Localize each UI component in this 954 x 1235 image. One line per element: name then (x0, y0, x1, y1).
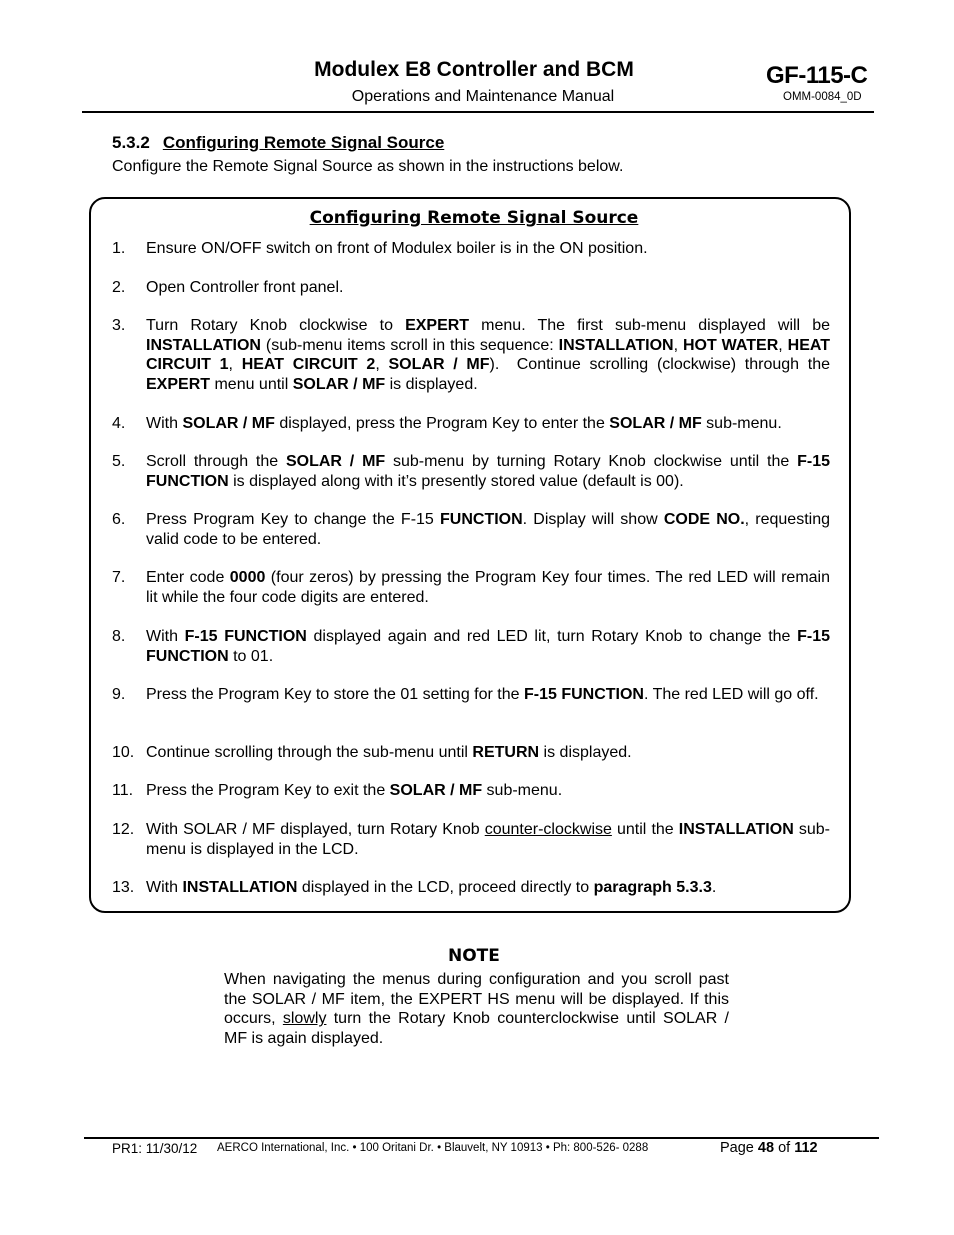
page-of: of (778, 1140, 791, 1156)
header-divider (82, 111, 874, 113)
procedure-step (112, 316, 830, 394)
step-text: With F-15 FUNCTION displayed again and red LED lit, turn Rotary Knob to change the F-15 FUNCTION to 01. (146, 628, 831, 665)
procedure-box (89, 197, 851, 913)
step-number: 13. (112, 879, 135, 896)
step-number: 3. (112, 317, 126, 334)
document-title: Modulex E8 Controller and BCM (314, 58, 634, 81)
section-heading (112, 133, 444, 153)
document-code: GF-115-C (766, 62, 868, 89)
footer-company-info: AERCO International, Inc. • 100 Oritani Dr. • Blauvelt, NY 10913 • Ph: 800-526- 0288 (217, 1142, 649, 1154)
step-text: Scroll through the SOLAR / MF sub-menu by turning Rotary Knob clockwise until the F-15 FUNCTION is displayed along with it’s presently stored value (default is 00). (146, 453, 831, 490)
page-current: 48 (757, 1140, 775, 1156)
step-text: Press the Program Key to exit the SOLAR / MF sub-menu. (146, 782, 563, 799)
step-number: 4. (112, 415, 126, 432)
step-text: With INSTALLATION displayed in the LCD, proceed directly to paragraph 5.3.3. (146, 879, 717, 896)
step-number: 11. (112, 782, 134, 799)
procedure-step (112, 278, 830, 298)
section-title: Configuring Remote Signal Source (162, 133, 445, 152)
step-text: Ensure ON/OFF switch on front of Modulex boiler is in the ON position. (146, 240, 648, 257)
step-number: 9. (112, 686, 126, 703)
note-heading: NOTE (448, 946, 500, 966)
note-body: When navigating the menus during configuration and you scroll past the SOLAR / MF item, the EXPERT HS menu will be displayed. If this occurs, slowly turn the Rotary Knob counterclockwise until SOLAR / MF is again displayed. (224, 971, 730, 1047)
procedure-step (112, 414, 830, 434)
step-text: Open Controller front panel. (146, 279, 344, 296)
footer-revision: PR1: 11/30/12 (112, 1141, 198, 1156)
page-total: 112 (794, 1140, 818, 1156)
section-intro: Configure the Remote Signal Source as shown in the instructions below. (112, 158, 624, 175)
step-text: Continue scrolling through the sub-menu until RETURN is displayed. (146, 744, 632, 761)
procedure-step (112, 452, 830, 491)
step-text: With SOLAR / MF displayed, press the Program Key to enter the SOLAR / MF sub-menu. (146, 415, 782, 432)
procedure-step (112, 627, 830, 666)
document-reference: OMM-0084_0D (783, 91, 862, 103)
procedure-step (112, 685, 830, 705)
step-text: Enter code 0000 (four zeros) by pressing the Program Key four times. The red LED will remain lit while the four code digits are entered. (146, 569, 831, 606)
step-number: 7. (112, 569, 126, 586)
step-number: 5. (112, 453, 126, 470)
step-text: With SOLAR / MF displayed, turn Rotary Knob counter-clockwise until the INSTALLATION sub-menu is displayed in the LCD. (146, 821, 830, 858)
section-number: 5.3.2 (112, 133, 150, 152)
step-number: 2. (112, 279, 126, 296)
step-number: 8. (112, 628, 126, 645)
procedure-step (112, 820, 830, 859)
step-text: Press the Program Key to store the 01 setting for the F-15 FUNCTION. The red LED will go off. (146, 686, 819, 703)
step-text: Press Program Key to change the F-15 FUNCTION. Display will show CODE NO., requesting valid code to be entered. (146, 511, 831, 548)
procedure-step (112, 743, 830, 763)
procedure-title: Configuring Remote Signal Source (309, 208, 639, 228)
procedure-step (112, 781, 830, 801)
step-number: 1. (112, 240, 126, 257)
procedure-step (112, 568, 830, 607)
page-prefix: Page (720, 1140, 754, 1156)
step-text: Turn Rotary Knob clockwise to EXPERT menu. The first sub-menu displayed will be INSTALLATION (sub-menu items scroll in this sequence: INSTALLATION, HOT WATER, HEAT CIRCUIT 1, HEAT CIRCUIT 2, SOLAR / MF). Continue scrolling (clockwise) through the EXPERT menu until SOLAR / MF is displayed. (146, 317, 831, 393)
footer-divider (84, 1137, 879, 1139)
procedure-step (112, 239, 830, 259)
procedure-step (112, 878, 830, 898)
document-subtitle: Operations and Maintenance Manual (351, 88, 615, 105)
footer-page-number (720, 1140, 818, 1156)
procedure-step (112, 510, 830, 549)
step-number: 12. (112, 821, 135, 838)
step-number: 6. (112, 511, 126, 528)
step-number: 10. (112, 744, 135, 761)
